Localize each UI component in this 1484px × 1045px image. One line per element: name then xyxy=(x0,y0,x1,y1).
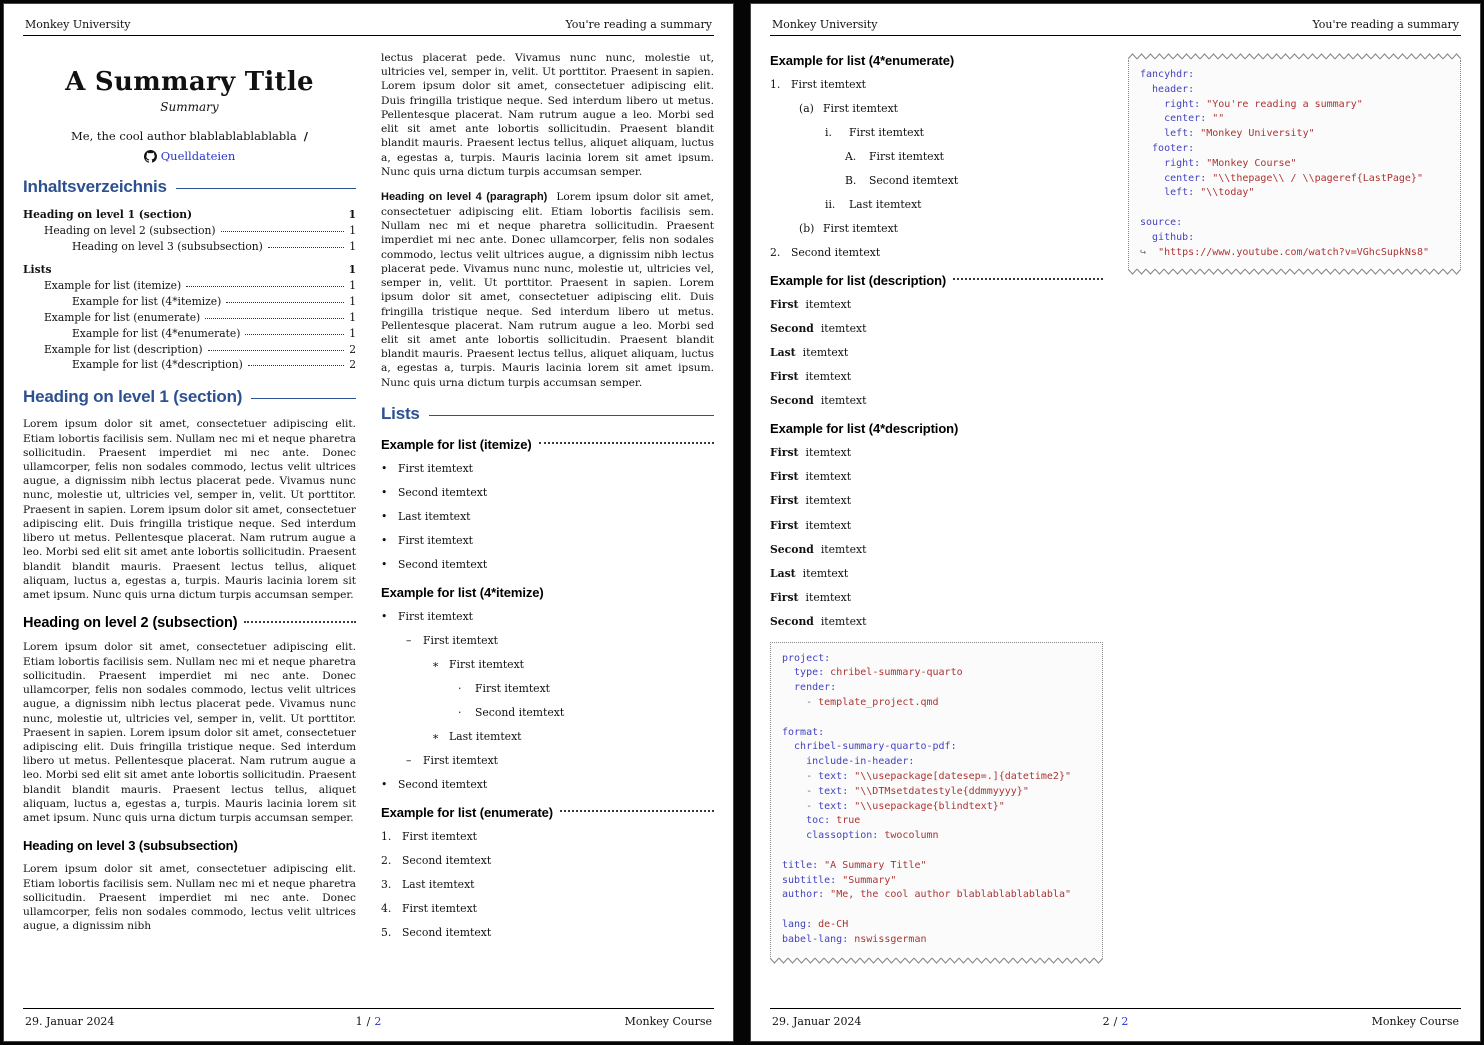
dotted-leader xyxy=(560,810,714,812)
uppercase-marker: B. xyxy=(845,174,857,188)
fancyhdr-yaml-code: fancyhdr: header: right: "You're reading a summary" center: "" left: "Monkey University" footer: right: "Monkey Course" center: "\\thepage\\ / \\pageref{LastPage}" left: "\\today" source: github: ↪ "https://www.youtube.com/watch?v=VGhcSupkNs8" xyxy=(1128,60,1461,268)
toc-heading-label: Inhaltsverzeichnis xyxy=(23,177,167,196)
page1-header xyxy=(23,4,714,36)
dotted-leader xyxy=(539,442,714,444)
body-paragraph: Lorem ipsum dolor sit amet, consectetuer adipiscing elit. Etiam lobortis facilisis sem. Nullam nec mi et neque pharetra sollicitudin. Praesent imperdiet mi nec ante. Donec ullamcorper, felis non sodales commodo, lectus velit ultrices augue, a dignissim nibh xyxy=(23,863,356,933)
toc-section-heading xyxy=(23,177,356,197)
footer-course: Monkey Course xyxy=(624,1015,712,1028)
enumerate4-heading: Example for list (4*enumerate) xyxy=(770,53,955,68)
body-paragraph: Lorem ipsum dolor sit amet, consectetuer adipiscing elit. Etiam lobortis facilisis sem. Nullam nec mi et neque pharetra sollicitudin. Praesent imperdiet mi nec ante. Donec ullamcorper, felis non sodales commodo, lectus velit ultrices augue, a dignissim nibh lectus placerat pede. Vivamus nunc nunc, molestie ut, ultricies vel, semper in, velit. Ut porttitor. Praesent in sapien. Lorem ipsum dolor sit amet, consectetuer adipiscing elit. Duis fringilla tristique neque. Sed interdum libero ut metus. Pellentesque placerat. Nam rutrum augue a leo. Morbi sed elit sit amet ante lobortis sollicitudin. Praesent blandit blandit mauris. Praesent lectus tellus, aliquet aliquam, luctus a, egestas a, turpis. Mauris lacinia lorem sit amet ipsum. Nunc quis urna dictum turpis accumsan semper. xyxy=(23,418,356,602)
list-item: ∗ Last itemtext xyxy=(432,730,522,744)
footer-date: 29. Januar 2024 xyxy=(772,1015,862,1028)
dotted-leader xyxy=(244,621,356,623)
letter-marker: (b) xyxy=(799,222,815,236)
list-item: 2. Second itemtext xyxy=(381,854,492,868)
author-name: Me, the cool author blablablablablabla xyxy=(71,129,297,143)
toc-entry[interactable]: Example for list (itemize) 1 xyxy=(44,279,356,293)
list-item: A. First itemtext xyxy=(845,150,944,164)
list-item: ii. Last itemtext xyxy=(825,198,922,212)
github-icon xyxy=(144,150,157,163)
table-of-contents xyxy=(23,207,356,373)
footer-page-indicator xyxy=(1103,1015,1129,1028)
description-item: Last itemtext xyxy=(770,346,849,360)
list-item: · Second itemtext xyxy=(458,706,565,720)
paragraph-heading: Heading on level 4 (paragraph) xyxy=(381,191,548,204)
zigzag-border-bottom xyxy=(770,957,1103,964)
title-block xyxy=(27,67,352,163)
header-reading-note: You're reading a summary xyxy=(565,18,712,31)
itemize-heading: Example for list (itemize) xyxy=(381,437,714,452)
project-yaml-code: project: type: chribel-summary-quarto render: - template_project.qmd format: chribel-summary-quarto-pdf: include-in-header: - text: "\\usepackage[datesep=.]{datetime2}" - text: "\\DTMsetdatestyle{ddmmyyyy}" - text: "\\usepackage{blindtext}" toc: true classoption: twocolumn title: "A Summary Title" subtitle: "Summary" author: "Me, the cool author blablablablablabla" lang: de-CH babel-lang: nswissgerman xyxy=(770,642,1103,957)
enumerate-heading: Example for list (enumerate) xyxy=(381,805,714,820)
description-item: Second itemtext xyxy=(770,394,867,408)
page1-column-right xyxy=(381,51,714,1008)
subsection-heading: Heading on level 2 (subsection) xyxy=(23,615,356,631)
footer-page-indicator xyxy=(356,1015,382,1028)
dotted-leader xyxy=(226,302,344,303)
description-item: First itemtext xyxy=(770,518,852,532)
document-subtitle: Summary xyxy=(160,100,219,114)
description-item: First itemtext xyxy=(770,370,852,384)
description-item: First itemtext xyxy=(770,494,852,508)
number-marker: 4. xyxy=(381,902,392,916)
footer-date: 29. Januar 2024 xyxy=(25,1015,115,1028)
description-item: First itemtext xyxy=(770,446,852,460)
page1-body xyxy=(23,36,714,1008)
list-item: 3. Last itemtext xyxy=(381,878,475,892)
description-item: Second itemtext xyxy=(770,542,867,556)
uppercase-marker: A. xyxy=(845,150,857,164)
author-separator: / xyxy=(303,129,308,143)
page2-column-left xyxy=(770,51,1103,1008)
description-item: First itemtext xyxy=(770,298,852,312)
list-item: • First itemtext xyxy=(381,534,473,548)
dot-marker: · xyxy=(458,706,462,720)
list-item: ∗ First itemtext xyxy=(432,658,524,672)
roman-marker: ii. xyxy=(825,198,836,212)
bullet-marker: • xyxy=(381,534,388,548)
list-item: (a) First itemtext xyxy=(799,102,898,116)
list-item: 1. First itemtext xyxy=(381,830,477,844)
section-heading-level1: Heading on level 1 (section) xyxy=(23,387,356,407)
roman-marker: i. xyxy=(825,126,832,140)
description-item: Last itemtext xyxy=(770,566,849,580)
dotted-leader xyxy=(221,231,345,232)
subsubsection-heading: Heading on level 3 (subsubsection) xyxy=(23,838,238,854)
body-text: Lorem ipsum dolor sit amet, consectetuer adipiscing elit. Etiam lobortis facilisis sem. Nullam nec mi et neque pharetra sollicitudin. Praesent imperdiet mi nec ante. Donec ullamcorper, felis non sodales commodo, lectus velit ultrices augue, a dignissim nibh lectus placerat pede. Vivamus nunc nunc, molestie ut, ultricies vel, semper in, velit. Ut porttitor. Praesent in sapien. Lorem ipsum dolor sit amet, consectetuer adipiscing elit. Duis fringilla tristique neque. Sed interdum libero ut metus. Pellentesque placerat. Nam rutrum augue a leo. Morbi sed elit sit amet ante lobortis sollicitudin. Praesent blandit blandit mauris. Praesent lectus tellus, aliquet aliquam, luctus a, egestas a, turpis. Mauris lacinia lorem sit amet ipsum. Nunc quis urna dictum turpis accumsan semper. xyxy=(381,191,714,389)
list-item: • First itemtext xyxy=(381,610,473,624)
dotted-leader xyxy=(268,247,344,248)
star-marker: ∗ xyxy=(432,658,440,672)
body-paragraph-continued: lectus placerat pede. Vivamus nunc nunc, molestie ut, ultricies vel, semper in, velit. Ut porttitor. Praesent in sapien. Lorem ipsum dolor sit amet, consectetuer adipiscing elit. Duis fringilla tristique neque. Sed interdum libero ut metus. Pellentesque placerat. Nam rutrum augue a leo. Morbi sed elit sit amet ante lobortis sollicitudin. Praesent blandit blandit mauris. Praesent lectus tellus, aliquet aliquam, luctus a, egestas a, turpis. Mauris lacinia lorem sit amet ipsum. Nunc quis urna dictum turpis accumsan semper. xyxy=(381,52,714,178)
bullet-marker: • xyxy=(381,778,388,792)
bullet-marker: • xyxy=(381,485,388,499)
toc-entry[interactable]: Lists 1 xyxy=(23,263,356,277)
footer-separator: / xyxy=(1113,1015,1118,1028)
footer-current-page: 2 xyxy=(1102,1015,1110,1028)
toc-entry[interactable]: Heading on level 2 (subsection) 1 xyxy=(44,223,356,237)
description-item: Second itemtext xyxy=(770,322,867,336)
zigzag-border-top xyxy=(1128,53,1461,60)
bullet-marker: • xyxy=(381,558,388,572)
list-item: – First itemtext xyxy=(406,754,498,768)
number-marker: 1. xyxy=(770,78,781,91)
page2-column-right xyxy=(1128,51,1461,1008)
footer-course: Monkey Course xyxy=(1371,1015,1459,1028)
dotted-leader xyxy=(205,318,344,319)
toc-entry[interactable]: Example for list (4*itemize) 1 xyxy=(72,295,356,309)
header-university: Monkey University xyxy=(25,18,131,31)
description-item: First itemtext xyxy=(770,590,852,604)
dotted-leader xyxy=(953,278,1103,280)
dash-marker: – xyxy=(406,754,412,768)
toc-entry[interactable]: Heading on level 1 (section) 1 xyxy=(23,208,356,221)
list-item: • Second itemtext xyxy=(381,485,488,499)
page1-column-left xyxy=(23,51,356,1008)
list-item: (b) First itemtext xyxy=(799,222,898,236)
zigzag-border-bottom xyxy=(1128,268,1461,275)
letter-marker: (a) xyxy=(799,102,814,116)
bullet-marker: • xyxy=(381,461,388,475)
source-files-link[interactable]: Quelldateien xyxy=(160,149,236,163)
dotted-leader xyxy=(248,365,344,366)
number-marker: 2. xyxy=(770,246,781,260)
bullet-marker: • xyxy=(381,610,388,624)
section-heading-lists: Lists xyxy=(381,404,714,424)
toc-entry[interactable]: Example for list (4*description) 2 xyxy=(72,358,356,372)
number-marker: 1. xyxy=(381,830,392,844)
page2-footer xyxy=(770,1008,1461,1041)
dotted-leader xyxy=(186,286,344,287)
heading-rule xyxy=(429,415,714,416)
document-title: A Summary Title xyxy=(65,67,314,97)
list-item: • Second itemtext xyxy=(381,778,488,792)
dot-marker: · xyxy=(458,682,462,696)
list-item: 2. Second itemtext xyxy=(770,246,881,260)
list-item: · First itemtext xyxy=(458,682,550,696)
heading-rule xyxy=(176,188,356,189)
page2-body xyxy=(770,36,1461,1008)
page-1 xyxy=(3,3,734,1042)
description-item: Second itemtext xyxy=(770,614,867,628)
number-marker: 5. xyxy=(381,926,392,940)
list-item: • First itemtext xyxy=(381,461,473,475)
list-item: • Second itemtext xyxy=(381,558,488,572)
footer-lastpage-link[interactable]: 2 xyxy=(1121,1015,1129,1028)
list-item: 1. First itemtext xyxy=(770,78,866,91)
project-config-block xyxy=(770,642,1103,964)
source-line xyxy=(27,149,352,163)
footer-lastpage-link[interactable]: 2 xyxy=(374,1015,382,1028)
footer-current-page: 1 xyxy=(355,1015,363,1028)
number-marker: 2. xyxy=(381,854,392,868)
dash-marker: – xyxy=(406,634,412,648)
fancyhdr-config-block xyxy=(1128,53,1461,275)
list-item: 5. Second itemtext xyxy=(381,926,492,940)
list-item: i. First itemtext xyxy=(825,126,924,140)
description-item: First itemtext xyxy=(770,470,852,484)
bullet-marker: • xyxy=(381,510,388,523)
header-university: Monkey University xyxy=(772,18,878,31)
body-paragraph: Lorem ipsum dolor sit amet, consectetuer adipiscing elit. Etiam lobortis facilisis sem. Nullam nec mi et neque pharetra sollicitudin. Praesent imperdiet mi nec ante. Donec ullamcorper, felis non sodales commodo, lectus velit ultrices augue, a dignissim nibh lectus placerat pede. Vivamus nunc nunc, molestie ut, ultricies vel, semper in, velit. Ut porttitor. Praesent in sapien. Lorem ipsum dolor sit amet, consectetuer adipiscing elit. Duis fringilla tristique neque. Sed interdum libero ut metus. Pellentesque placerat. Nam rutrum augue a leo. Morbi sed elit sit amet ante lobortis sollicitudin. Praesent blandit blandit mauris. Praesent lectus tellus, aliquet aliquam, luctus a, egestas a, turpis. Mauris lacinia lorem sit amet ipsum. Nunc quis urna dictum turpis accumsan semper. xyxy=(23,641,356,825)
toc-entry[interactable]: Example for list (4*enumerate) 1 xyxy=(72,326,356,340)
toc-entry[interactable]: Example for list (description) 2 xyxy=(44,342,356,356)
itemize4-heading: Example for list (4*itemize) xyxy=(381,585,544,601)
paragraph-with-runin-heading xyxy=(381,190,714,390)
dotted-leader xyxy=(245,334,344,335)
footer-separator: / xyxy=(366,1015,371,1028)
list-item: • Last itemtext xyxy=(381,510,471,523)
description4-heading: Example for list (4*description) xyxy=(770,421,959,437)
header-reading-note: You're reading a summary xyxy=(1312,18,1459,31)
page1-footer xyxy=(23,1008,714,1041)
list-item: B. Second itemtext xyxy=(845,174,959,188)
list-item: 4. First itemtext xyxy=(381,902,477,916)
dotted-leader xyxy=(208,350,345,351)
number-marker: 3. xyxy=(381,878,392,892)
document-author xyxy=(27,129,352,143)
toc-entry[interactable]: Heading on level 3 (subsubsection) 1 xyxy=(72,239,356,253)
page-2 xyxy=(750,3,1481,1042)
description-heading: Example for list (description) xyxy=(770,273,1103,288)
list-item: – First itemtext xyxy=(406,634,498,648)
heading-rule xyxy=(251,398,356,399)
star-marker: ∗ xyxy=(432,730,440,744)
page2-header xyxy=(770,4,1461,36)
toc-entry[interactable]: Example for list (enumerate) 1 xyxy=(44,310,356,324)
